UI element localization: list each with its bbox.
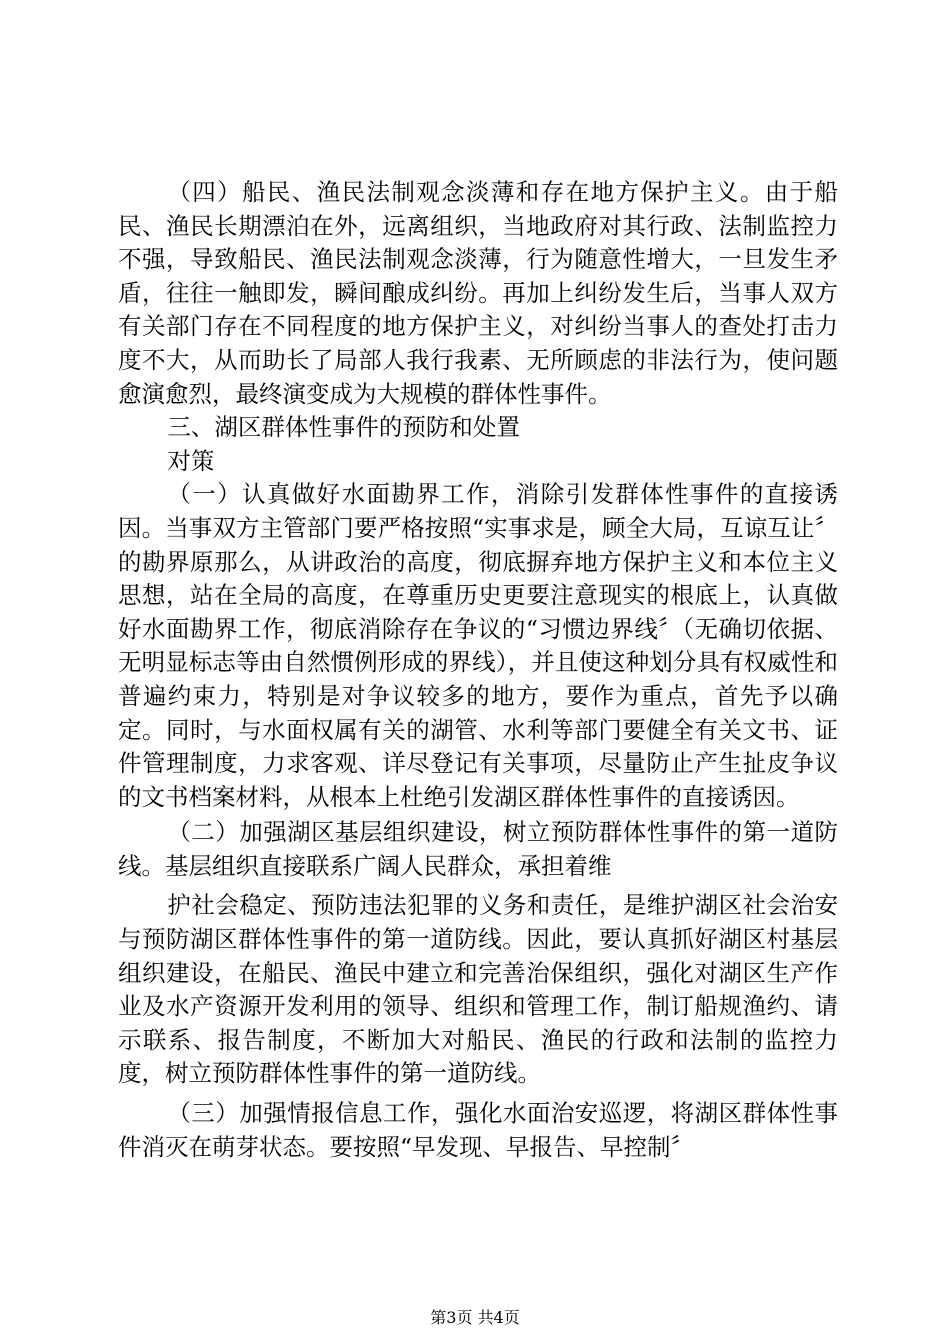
section-heading-continued: 对策 <box>167 446 215 475</box>
document-body <box>118 176 838 1164</box>
paragraph-4: （四）船民、渔民法制观念淡薄和存在地方保护主义。由于船民、渔民长期漂泊在外，远离组织，当地政府对其行政、法制监控力不强，导致船民、渔民法制观念淡薄，行为随意性增大，一旦发生矛盾，往往一触即发，瞬间酿成纠纷。再加上纠纷发生后，当事人双方有关部门存在不同程度的地方保护主义，对纠纷当事人的查处打击力度不大，从而助长了局部人我行我素、无所顾虑的非法行为，使问题愈演愈烈，最终演变成为大规模的群体性事件。 <box>118 178 838 408</box>
paragraph-measure-1: （一）认真做好水面勘界工作，消除引发群体性事件的直接诱因。当事双方主管部门要严格按照“实事求是，顾全大局，互谅互让〞的勘界原那么，从讲政治的高度，彻底摒弃地方保护主义和本位主义思想，站在全局的高度，在尊重历史更要注意现实的根底上，认真做好水面勘界工作，彻底消除存在争议的“习惯边界线〞（无确切依据、无明显标志等由自然惯例形成的界线），并且使这种划分具有权威性和普遍约束力，特别是对争议较多的地方，要作为重点，首先予以确定。同时，与水面权属有关的湖管、水利等部门要健全有关文书、证件管理制度，力求客观、详尽登记有关事项，尽量防止产生扯皮争议的文书档案材料，从根本上杜绝引发湖区群体性事件的直接诱因。 <box>118 480 838 811</box>
paragraph-measure-3: （三）加强情报信息工作，强化水面治安巡逻，将湖区群体性事件消灭在萌芽状态。要按照“早发现、早报告、早控制〞 <box>118 1099 838 1161</box>
page-footer: 第3页 共4页 <box>430 1308 520 1327</box>
paragraph-measure-2-continued: 护社会稳定、预防违法犯罪的义务和责任，是维护湖区社会治安与预防湖区群体性事件的第一道防线。因此，要认真抓好湖区村基层组织建设，在船民、渔民中建立和完善治保组织，强化对湖区生产作业及水产资源开发利用的领导、组织和管理工作，制订船规渔约、请示联系、报告制度，不断加大对船民、渔民的行政和法制的监控力度，树立预防群体性事件的第一道防线。 <box>118 891 838 1088</box>
paragraph-measure-2: （二）加强湖区基层组织建设，树立预防群体性事件的第一道防线。基层组织直接联系广阔人民群众，承担着维 <box>118 818 838 880</box>
section-heading: 三、湖区群体性事件的预防和处置 <box>167 413 520 442</box>
